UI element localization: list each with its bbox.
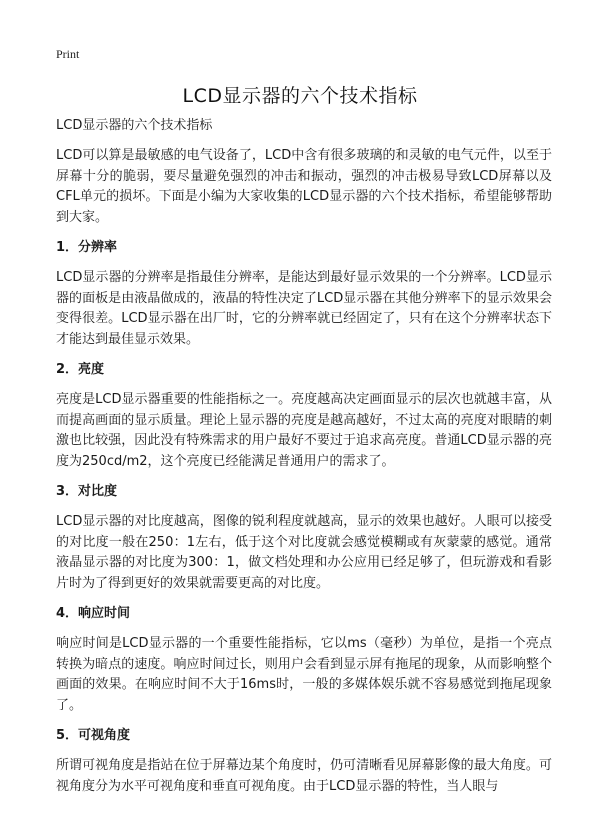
section-heading-response-time: 4．响应时间 — [56, 606, 131, 621]
section-body-brightness: 亮度是LCD显示器重要的性能指标之一。亮度越高决定画面显示的层次也就越丰富，从而提高画面的显示质量。理论上显示器的亮度是越高越好，不过太高的亮度对眼睛的刺激也比较强，因此没有特殊需求的用户最好不要过于追求高亮度。普通LCD显示器的亮度为250cd/m2，这个亮度已经能满足普通用户的需求了。 — [56, 392, 552, 469]
section-heading-viewing-angle: 5．可视角度 — [56, 728, 131, 743]
document-body — [56, 116, 552, 807]
document-title: LCD显示器的六个技术指标 — [182, 85, 418, 107]
section-body-viewing-angle: 所谓可视角度是指站在位于屏幕边某个角度时，仍可清晰看见屏幕影像的最大角度。可视角度分为水平可视角度和垂直可视角度。由于LCD显示器的特性，当人眼与 — [56, 758, 552, 794]
intro-paragraph: LCD可以算是最敏感的电气设备了，LCD中含有很多玻璃的和灵敏的电气元件，以至于屏幕十分的脆弱，要尽量避免强烈的冲击和振动，强烈的冲击极易导致LCD屏幕以及CFL单元的损坏。下面是小编为大家收集的LCD显示器的六个技术指标，希望能够帮助到大家。 — [56, 148, 552, 225]
section-body-contrast: LCD显示器的对比度越高，图像的锐利程度就越高，显示的效果也越好。人眼可以接受的对比度一般在250：1左右，低于这个对比度就会感觉模糊或有灰蒙蒙的感觉。通常液晶显示器的对比度为300：1，做文档处理和办公应用已经足够了，但玩游戏和看影片时为了得到更好的效果就需要更高的对比度。 — [56, 514, 552, 591]
document-subtitle: LCD显示器的六个技术指标 — [56, 118, 213, 133]
section-body-response-time: 响应时间是LCD显示器的一个重要性能指标，它以ms（毫秒）为单位，是指一个亮点转换为暗点的速度。响应时间过长，则用户会看到显示屏有拖尾的现象，从而影响整个画面的效果。在响应时间不大于16ms时，一般的多媒体娱乐就不容易感觉到拖尾现象了。 — [56, 636, 552, 713]
section-heading-resolution: 1．分辨率 — [56, 240, 118, 255]
section-heading-brightness: 2．亮度 — [56, 362, 105, 377]
print-label: Print — [56, 47, 80, 61]
section-heading-contrast: 3．对比度 — [56, 484, 118, 499]
section-body-resolution: LCD显示器的分辨率是指最佳分辨率，是能达到最好显示效果的一个分辨率。LCD显示器的面板是由液晶做成的，液晶的特性决定了LCD显示器在其他分辨率下的显示效果会变得很差。LCD显示器在出厂时，它的分辨率就已经固定了，只有在这个分辨率状态下才能达到最佳显示效果。 — [56, 270, 552, 347]
